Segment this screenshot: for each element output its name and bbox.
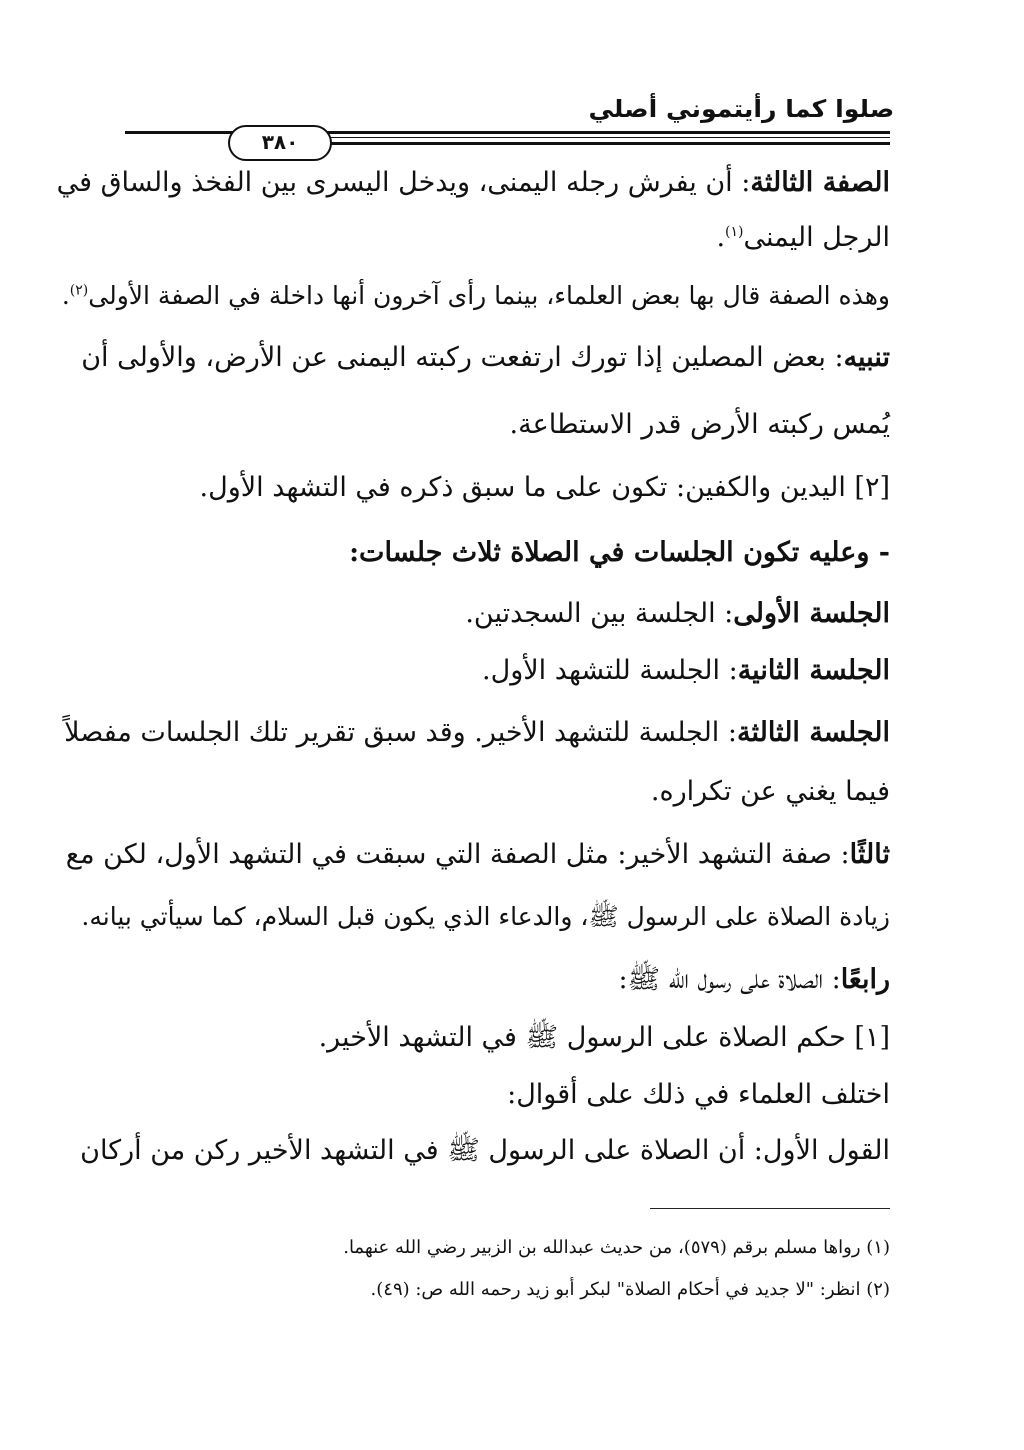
bold-heading: تنبيه (843, 342, 890, 373)
footnote-ref: (٢) (69, 282, 89, 299)
paragraph-line (510, 405, 890, 445)
paragraph-line (81, 338, 890, 378)
text-run: وهذه الصفة قال بها بعض العلماء، بينما رأى آخرون أنها داخلة في الصفة الأولى (88, 281, 890, 310)
text-run: زيادة الصلاة على الرسول ﷺ، والدعاء الذي يكون قبل السلام، كما سيأتي بيانه. (81, 902, 890, 931)
text-run: [١] حكم الصلاة على الرسول ﷺ في التشهد الأخير. (318, 1022, 890, 1053)
bold-heading: رابعًا (840, 964, 890, 995)
text-run: : الصلاة على رسول الله ﷺ: (618, 964, 841, 995)
text-run: القول الأول: أن الصلاة على الرسول ﷺ في التشهد الأخير ركن من أركان (80, 1135, 890, 1166)
footnote: (١) رواها مسلم برقم (٥٧٩)، من حديث عبدالله بن الزبير رضي الله عنهما. (343, 1237, 890, 1258)
paragraph-line (507, 1075, 890, 1115)
text-run: يُمس ركبته الأرض قدر الاستطاعة. (509, 409, 890, 440)
paragraph-line (80, 1131, 890, 1171)
text-run: الرجل اليمنى (743, 222, 890, 253)
paragraph-line (349, 533, 890, 573)
text-run: : صفة التشهد الأخير: مثل الصفة التي سبقت في التشهد الأول، لكن مع (65, 839, 850, 870)
text-run: فيما يغني عن تكراره. (650, 776, 890, 807)
paragraph-line (319, 1018, 890, 1058)
text-run: : الجلسة للتشهد الأول. (482, 655, 738, 686)
header-rule-thin (330, 137, 890, 138)
text-run: . (61, 281, 70, 310)
text-run: . (716, 222, 726, 253)
paragraph-line (618, 960, 890, 1000)
paragraph-line (81, 897, 890, 937)
bold-heading: ثالثًا (849, 839, 890, 870)
footnote-ref: (١) (725, 224, 744, 240)
paragraph-line (651, 772, 890, 812)
text-run: اختلف العلماء في ذلك على أقوال: (507, 1079, 890, 1110)
paragraph-line (64, 713, 890, 753)
page-number: ٣٨٠ (228, 125, 332, 161)
footnote-separator (650, 1208, 890, 1209)
header-rule-lower (330, 142, 890, 145)
text-run: : بعض المصلين إذا تورك ارتفعت ركبته اليمنى عن الأرض، والأولى أن (81, 342, 844, 373)
text-run: : أن يفرش رجله اليمنى، ويدخل اليسرى بين الفخذ والساق في (56, 167, 751, 198)
bold-heading: الجلسة الثالثة (736, 717, 890, 748)
bold-heading: - وعليه تكون الجلسات في الصلاة ثلاث جلسات: (349, 537, 890, 568)
paragraph-line (482, 651, 890, 691)
text-run: [٢] اليدين والكفين: تكون على ما سبق ذكره في التشهد الأول. (199, 472, 890, 503)
paragraph-line (465, 594, 890, 634)
bold-heading: الجلسة الثانية (737, 655, 890, 686)
text-run: : الجلسة للتشهد الأخير. وقد سبق تقرير تلك الجلسات مفصلاً (64, 717, 737, 748)
paragraph-line (200, 468, 890, 508)
paragraph-line (65, 835, 890, 875)
running-title: صلوا كما رأيتموني أصلي (588, 95, 894, 123)
text-run: : الجلسة بين السجدتين. (465, 598, 734, 629)
paragraph-line (716, 218, 890, 258)
paragraph-line (62, 276, 890, 316)
paragraph-line (56, 163, 890, 203)
bold-heading: الجلسة الأولى (733, 598, 890, 629)
footnote: (٢) انظر: "لا جديد في أحكام الصلاة" لبكر أبو زيد رحمه الله ص: (٤٩). (370, 1279, 890, 1300)
bold-heading: الصفة الثالثة (750, 167, 890, 198)
